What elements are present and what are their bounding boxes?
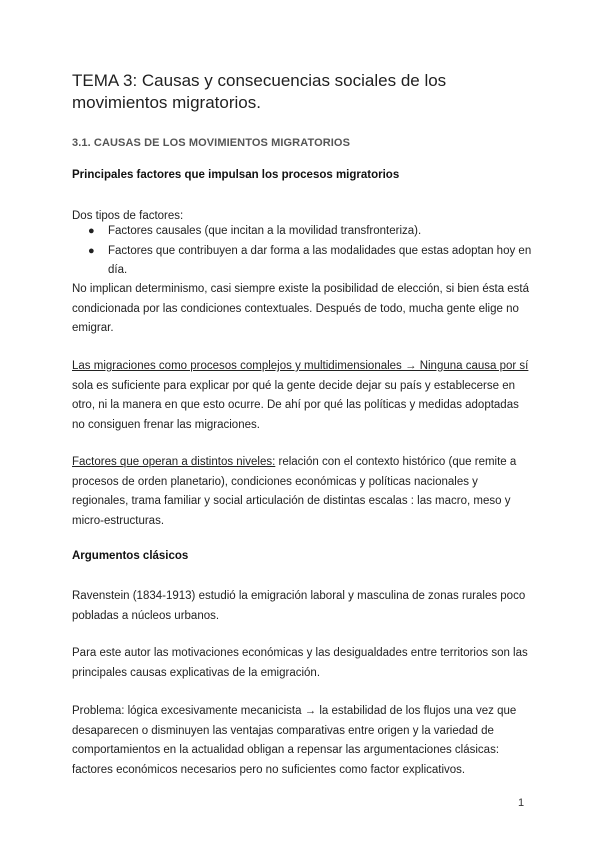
paragraph-migraciones bbox=[72, 357, 532, 435]
page-number: 1 bbox=[518, 797, 525, 809]
list-item bbox=[72, 242, 532, 281]
factores-rest-text: relación con el contexto histórico (que remite a procesos de orden planetario), condiciones económicas y políticas nacionales y regionales, trama familiar y social articulación de distintas escalas : las macro, meso y micro-estructuras. bbox=[72, 456, 517, 527]
paragraph-dos-tipos: Dos tipos de factores: bbox=[72, 210, 184, 222]
migraciones-rest-text: sola es suficiente para explicar por qué la gente decide dejar su país y establecerse en otro, ni la manera en que esto ocurre. De ahí por qué las políticas y medidas adoptadas no consiguen frenar las migraciones. bbox=[72, 379, 519, 431]
section-heading: 3.1. CAUSAS DE LOS MOVIMIENTOS MIGRATORIOS bbox=[72, 137, 351, 149]
document-title: TEMA 3: Causas y consecuencias sociales de los movimientos migratorios. bbox=[72, 71, 447, 112]
factores-underlined-text: Factores que operan a distintos niveles: bbox=[72, 456, 276, 468]
bullet-text: Factores causales (que incitan a la movilidad transfronteriza). bbox=[108, 225, 422, 237]
paragraph-no-implican: No implican determinismo, casi siempre existe la posibilidad de elección, si bien ésta está condicionada por las condiciones contextuales. Después de todo, mucha gente elige no emigrar. bbox=[72, 283, 530, 334]
subheading-argumentos-clasicos: Argumentos clásicos bbox=[72, 550, 189, 562]
bullet-text: Factores que contribuyen a dar forma a las modalidades que estas adoptan hoy en día. bbox=[108, 244, 532, 276]
paragraph-problema: Problema: lógica excesivamente mecanicista → la estabilidad de los flujos una vez que desaparecen o disminuyen las ventajas comparativas entre origen y la variedad de comportamientos en la actualidad obligan a repensar las argumentaciones clásicas: factores económicos necesarios pero no suficientes como factor explicativos. bbox=[72, 705, 517, 776]
paragraph-ravenstein: Ravenstein (1834-1913) estudió la emigración laboral y masculina de zonas rurales poco pobladas a núcleos urbanos. bbox=[72, 590, 526, 622]
subheading-principales-factores: Principales factores que impulsan los procesos migratorios bbox=[72, 169, 400, 181]
migraciones-underlined-text: Las migraciones como procesos complejos y multidimensionales → Ninguna causa por sí bbox=[72, 360, 529, 372]
paragraph-para-este-autor: Para este autor las motivaciones económicas y las desigualdades entre territorios son las principales causas explicativas de la emigración. bbox=[72, 647, 528, 679]
list-item bbox=[72, 222, 532, 242]
paragraph-factores-niveles bbox=[72, 453, 532, 531]
factors-bullet-list bbox=[72, 222, 532, 281]
bullet-icon: ● bbox=[88, 225, 95, 237]
bullet-icon: ● bbox=[88, 244, 95, 257]
